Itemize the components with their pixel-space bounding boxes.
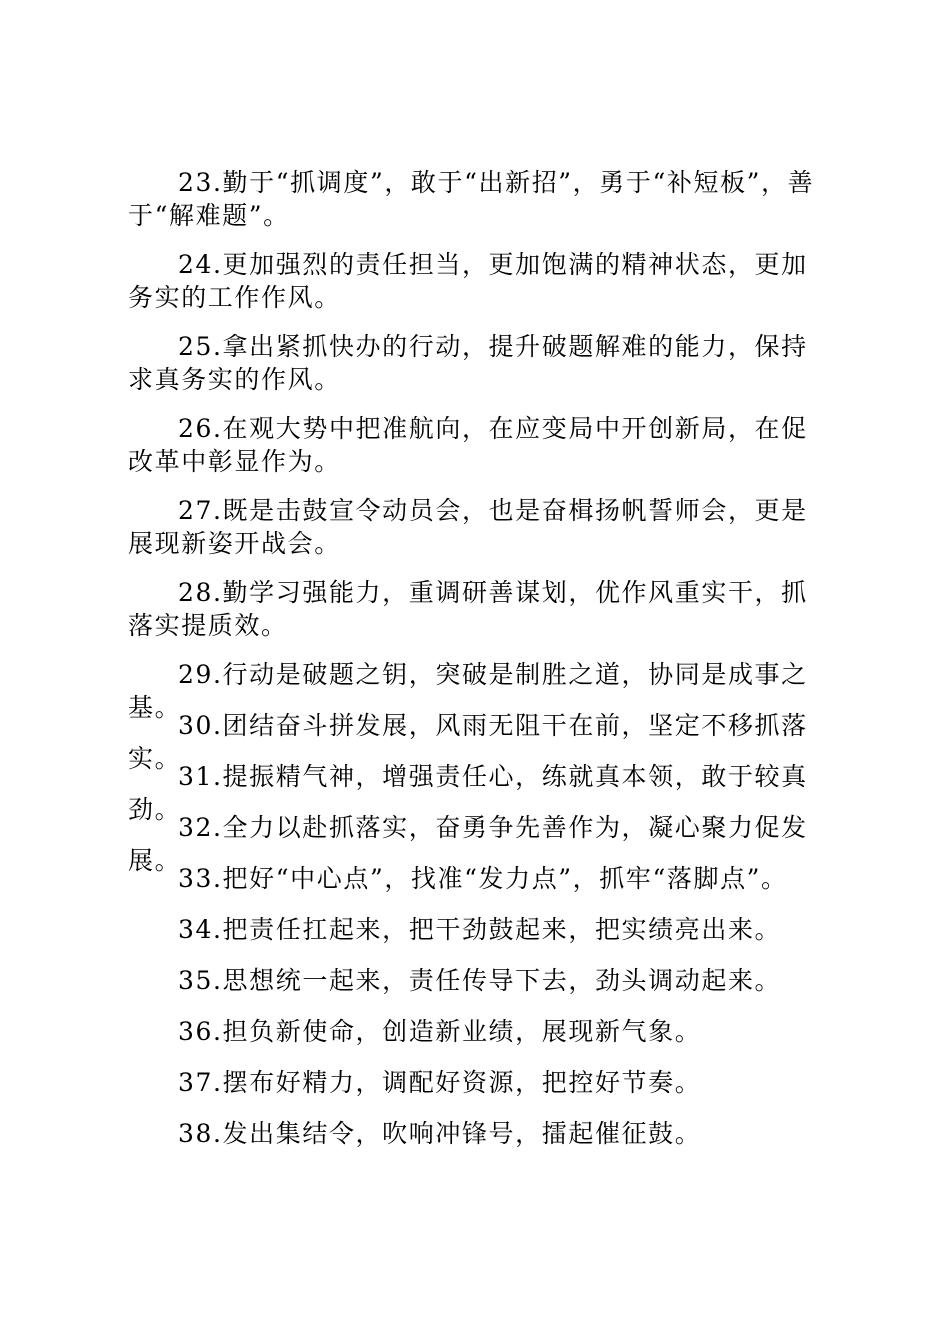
- list-item-27: 27.既是击鼓宣令动员会，也是奋楫扬帆誓师会，更是展现新姿开战会。: [128, 496, 808, 558]
- list-item-35: 35.思想统一起来，责任传导下去，劲头调动起来。: [178, 966, 782, 995]
- list-item-24: 24.更加强烈的责任担当，更加饱满的精神状态，更加务实的工作作风。: [128, 250, 808, 312]
- list-item-33: 33.把好“中心点”，找准“发力点”，抓牢“落脚点”。: [178, 864, 788, 893]
- list-item-30: 30.团结奋斗拼发展，风雨无阻干在前，坚定不移抓落实。: [128, 711, 808, 773]
- document-body: [128, 166, 833, 1168]
- list-item-25: 25.拿出紧抓快办的行动，提升破题解难的能力，保持求真务实的作风。: [128, 332, 808, 394]
- list-item-38: 38.发出集结令，吹响冲锋号，擂起催征鼓。: [178, 1119, 702, 1148]
- list-item-37: 37.摆布好精力，调配好资源，把控好节奏。: [178, 1068, 702, 1097]
- list-item-31: 31.提振精气神，增强责任心，练就真本领，敢于较真劲。: [128, 762, 808, 824]
- list-item-29: 29.行动是破题之钥，突破是制胜之道，协同是成事之基。: [128, 660, 808, 722]
- list-item-23: 23.勤于“抓调度”，敢于“出新招”，勇于“补短板”，善于“解难题”。: [128, 168, 815, 230]
- list-item-26: 26.在观大势中把准航向，在应变局中开创新局，在促改革中彰显作为。: [128, 414, 808, 476]
- list-item-36: 36.担负新使命，创造新业绩，展现新气象。: [178, 1017, 702, 1046]
- list-item-32: 32.全力以赴抓落实，奋勇争先善作为，凝心聚力促发展。: [128, 813, 808, 875]
- list-item-34: 34.把责任扛起来，把干劲鼓起来，把实绩亮出来。: [178, 915, 782, 944]
- list-item-28: 28.勤学习强能力，重调研善谋划，优作风重实干，抓落实提质效。: [128, 578, 808, 640]
